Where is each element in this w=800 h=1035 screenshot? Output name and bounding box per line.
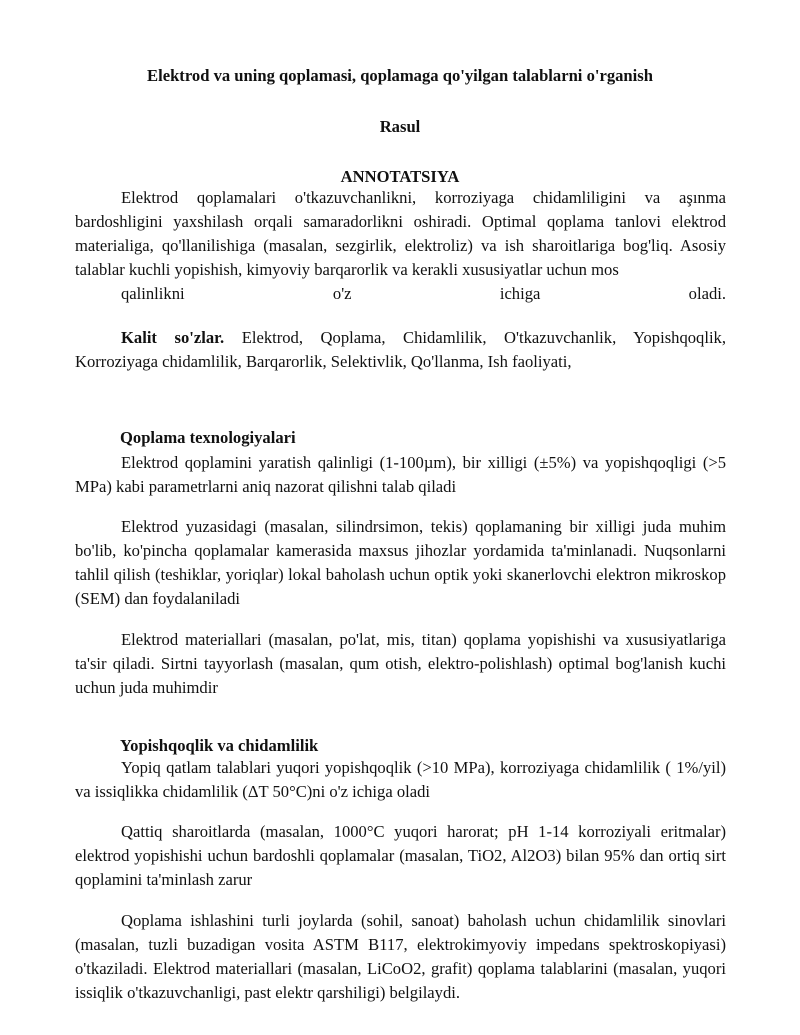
section-heading-coating-technologies: Qoplama texnologiyalari [120, 428, 296, 447]
abstract-paragraph [75, 186, 726, 306]
section-1-paragraph-3: Elektrod materiallari (masalan, po'lat, mis, titan) qoplama yopishishi va xususiyatlariga ta'sir qiladi. Sirtni tayyorlash (masalan, qum otish, elektro-polishlash) optimal bog'lanish kuchi uchun juda muhimdir [75, 630, 726, 697]
keywords-paragraph [75, 326, 726, 374]
section-2-paragraph-1: Yopiq qatlam talablari yuqori yopishqoqlik (>10 MPa), korroziyaga chidamlilik ( 1%/yil) va issiqlikka chidamlilik (ΔT 50°C)ni o'z ichiga oladi [75, 758, 726, 801]
section-2-paragraph-2: Qattiq sharoitlarda (masalan, 1000°C yuqori harorat; pH 1-14 korroziyali eritmalar) elektrod yopishishi uchun bardoshli qoplamalar (masalan, TiO2, Al2O3) bilan 95% dan ortiq sirt qoplamini ta'minlash zarur [75, 822, 726, 889]
keywords-label: Kalit so'zlar. [121, 328, 225, 347]
abstract-last-line: qalinlikni o'z ichiga oladi. [121, 284, 726, 303]
author-name: Rasul [379, 117, 421, 136]
abstract-heading: ANNOTATSIYA [340, 167, 460, 186]
abstract-text: Elektrod qoplamalari o'tkazuvchanlikni, korroziyaga chidamliligini va aşınma bardoshligini yaxshilash orqali samaradorlikni oshiradi. Optimal qoplama tanlovi elektrod materialiga, qo'llanilishiga (masalan, sezgirlik, elektroliz) va ish sharoitlariga bog'liq. Asosiy talablar kuchli yopishish, kimyoviy barqarorlik va kerakli xususiyatlar uchun mos [75, 188, 726, 279]
section-1-paragraph-2: Elektrod yuzasidagi (masalan, silindrsimon, tekis) qoplamaning bir xilligi juda muhim bo'lib, ko'pincha qoplamalar kamerasida maxsus jihozlar yordamida ta'minlanadi. Nuqsonlarni tahlil qilish (teshiklar, yoriqlar) lokal baholash uchun optik yoki skanerlovchi elektron mikroskop (SEM) dan foydalaniladi [75, 517, 726, 608]
section-1-paragraph-1: Elektrod qoplamini yaratish qalinligi (1-100µm), bir xilligi (±5%) va yopishqoqligi (>5 MPa) kabi parametrlarni aniq nazorat qilishni talab qiladi [75, 453, 726, 496]
section-2-paragraph-3: Qoplama ishlashini turli joylarda (sohil, sanoat) baholash uchun chidamlilik sinovlari (masalan, tuzli buzadigan vosita ASTM B117, elektrokimyoviy impedans spektroskopiyasi) o'tkaziladi. Elektrod materiallari (masalan, LiCoO2, grafit) qoplama talablarini (masalan, yuqori issiqlik o'tkazuvchanligi, past elektr qarshiligi) belgilaydi. [75, 911, 726, 1002]
keywords-text: Elektrod, Qoplama, Chidamlilik, O'tkazuvchanlik, Yopishqoqlik, Korroziyaga chidamlilik, Barqarorlik, Selektivlik, Qo'llanma, Ish faoliyati, [75, 328, 727, 371]
paper-title: Elektrod va uning qoplamasi, qoplamaga qo'yilgan talablarni o'rganish [147, 66, 653, 85]
section-heading-adhesion-durability: Yopishqoqlik va chidamlilik [120, 736, 319, 755]
